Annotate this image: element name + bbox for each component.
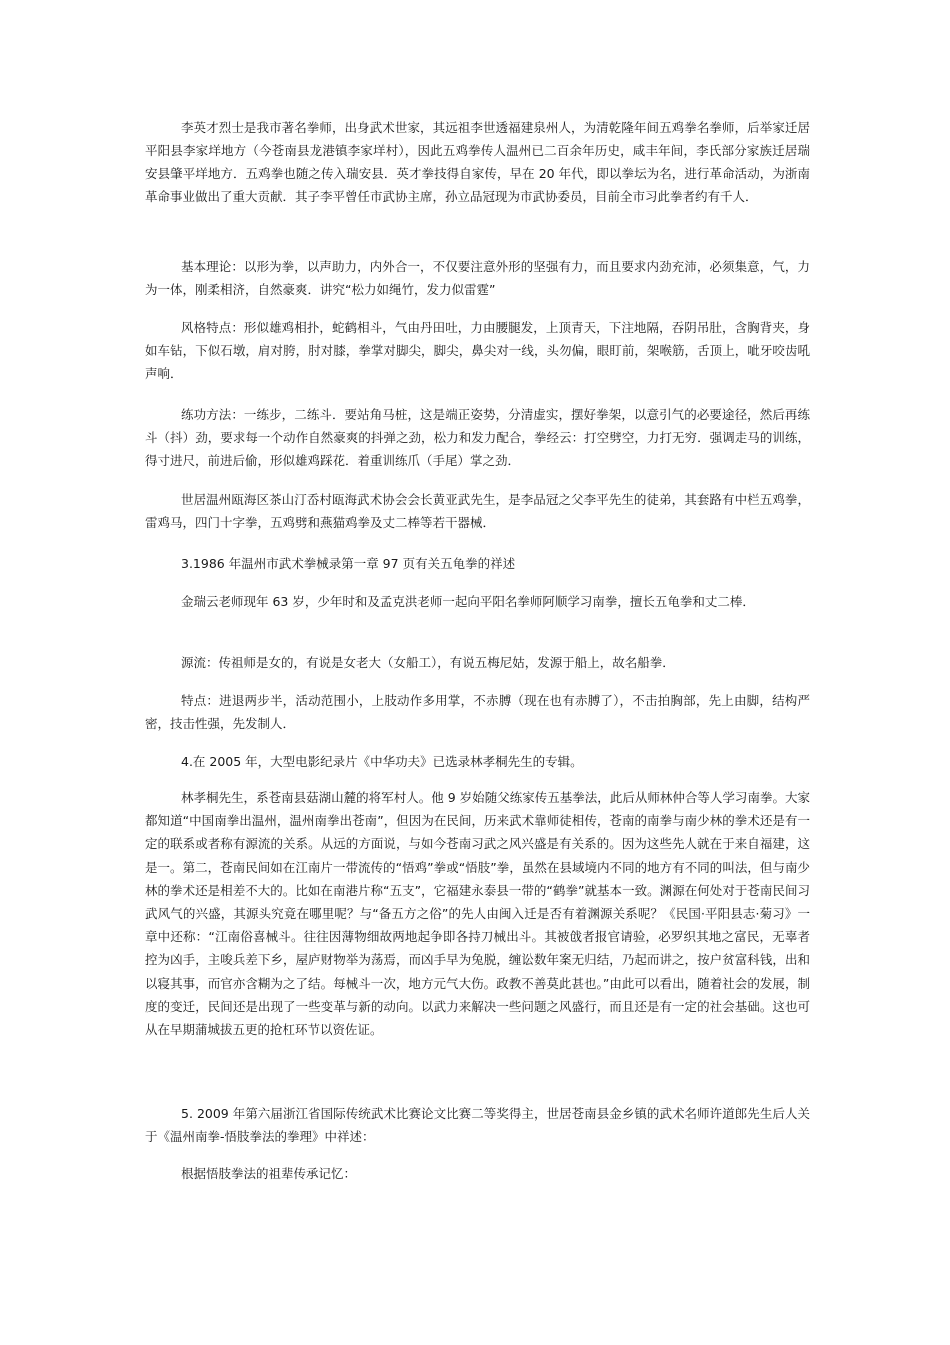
paragraph-basic-theory: 基本理论：以形为拳，以声助力，内外合一，不仅要注意外形的坚强有力，而且要求内劲充沛，必须集意，气，力为一体，刚柔相济，自然豪爽．讲究“松力如绳竹，发力似雷霆” — [145, 259, 810, 297]
paragraph-origin: 源流：传祖师是女的，有说是女老大（女船工），有说五梅尼姑，发源于船上，故名船拳． — [181, 655, 675, 670]
paragraph-training-method: 练功方法：一练步，二练斗．要站角马桩，这是端正姿势，分清虚实，摆好拳架，以意引气的必要途径，然后再练斗（抖）劲，要求每一个动作自然豪爽的抖弹之劲，松力和发力配合，拳经云：打空劈空，力打无穷．强调走马的训练，得寸进尺，前进后偷，形似雄鸡踩花．着重训练爪（手尾）掌之劲． — [145, 407, 810, 468]
paragraph-jin-ruiyun: 金瑞云老师现年 63 岁，少年时和及孟克洪老师一起向平阳名拳师阿顺学习南拳，擅长五龟拳和丈二棒． — [181, 594, 755, 609]
paragraph-heading-1986: 3.1986 年温州市武术拳械录第一章 97 页有关五龟拳的祥述 — [181, 556, 516, 571]
paragraph-huang-yawu: 世居温州瓯海区茶山汀岙村瓯海武术协会会长黄亚武先生，是李品冠之父李平先生的徒弟，其套路有中栏五鸡拳，雷鸡马，四门十字拳，五鸡劈和燕猫鸡拳及丈二棒等若干器械． — [145, 492, 810, 530]
paragraph-li-yingcai: 李英才烈士是我市著名拳师，出身武术世家，其远祖李世透福建泉州人，为清乾隆年间五鸡拳名拳师，后举家迁居平阳县李家垟地方（今苍南县龙港镇李家垟村），因此五鸡拳传人温州已二百余年历史，咸丰年间，李氏部分家族迁居瑞安县肇平垟地方．五鸡拳也随之传入瑞安县．英才拳技得自家传，早在 20 年代，即以拳坛为名，进行革命活动，为浙南革命事业做出了重大贡献．其子李平曾任市武协主席，孙立品冠现为市武协委员，目前全市习此拳者约有千人． — [145, 120, 810, 204]
paragraph-lin-xiaotong: 林孝桐先生，系苍南县菇湖山麓的将军村人。他 9 岁始随父练家传五基拳法，此后从师林仲合等人学习南拳。大家都知道“中国南拳出温州，温州南拳出苍南”，但因为在民间，历来武术靠师徒相传，苍南的南拳与南少林的拳术还是有一定的联系或者称有源流的关系。从远的方面说，与如今苍南习武之风兴盛是有关系的。因为这些先人就在于来自福建，这是一。第二，苍南民间如在江南片一带流传的“悟鸡”拳或“悟肢”拳，虽然在县域境内不同的地方有不同的叫法，但与南少林的拳术还是相差不大的。比如在南港片称“五支”，它福建永泰县一带的“鹤拳”就基本一致。渊源在何处对于苍南民间习武风气的兴盛，其源头究竟在哪里呢？与“备五方之俗”的先人由闽入迁是否有着渊源关系呢？《民国·平阳县志·菊习》一章中还称：“江南俗喜械斗。往往因薄物细故两地起争即各持刀械出斗。其被戗者报官请验，必罗织其地之富民，无辜者控为凶手，主唆兵差下乡，屋庐财物举为荡焉，而凶手早为兔脱，缠讼数年案无归结，乃起而讲之，按户贫富科钱，出和以寝其事，而官亦含糊为之了结。每械斗一次，地方元气大伤。政教不善莫此甚也。”由此可以看出，随着社会的发展，制度的变迁，民间还是出现了一些变革与新的动向。以武力来解决一些问题之风盛行，而且还是有一定的社会基础。这也可从在早期蒲城拔五更的抢杠环节以资佐证。 — [145, 790, 810, 1038]
paragraph-wuzhi-memory: 根据悟肢拳法的祖辈传承记忆： — [181, 1166, 357, 1181]
paragraph-heading-2009: 5. 2009 年第六届浙江省国际传统武术比赛论文比赛二等奖得主，世居苍南县金乡镇的武术名师许道郎先生后人关于《温州南拳-悟肢拳法的拳理》中祥述： — [145, 1106, 810, 1144]
paragraph-style-features: 风格特点：形似雄鸡相扑，蛇鹤相斗，气由丹田吐，力由腰腿发，上顶青天，下注地隔，吞阴吊肚，含胸背夹，身如车钻，下似石墩，肩对胯，肘对膝，拳掌对脚尖，脚尖，鼻尖对一线，头勿偏，眼盯前，架喉筋，舌顶上，呲牙咬齿吼声响． — [145, 320, 810, 381]
paragraph-features: 特点：进退两步半，活动范围小，上肢动作多用掌，不赤膊（现在也有赤膊了），不击拍胸部，先上由脚，结构严密，技击性强，先发制人． — [145, 693, 810, 731]
paragraph-heading-2005: 4.在 2005 年，大型电影纪录片《中华功夫》已选录林孝桐先生的专辑。 — [181, 754, 583, 769]
